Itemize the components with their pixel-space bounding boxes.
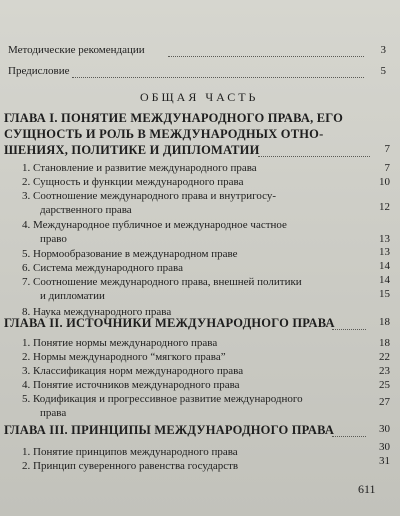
page-number: 18	[379, 337, 390, 349]
dot-leader	[332, 436, 366, 437]
toc-item: 2. Принцип суверенного равенства государств	[22, 460, 239, 472]
page-number: 12	[379, 201, 390, 213]
page-number: 15	[379, 288, 390, 300]
toc-item: 1. Становление и развитие международного права	[22, 162, 257, 174]
toc-entry-preface: Предисловие	[8, 65, 70, 77]
page-number: 23	[379, 365, 390, 377]
toc-item-continued: дарственного права	[40, 204, 132, 216]
dot-leader	[332, 329, 366, 330]
toc-item: 1. Понятие принципов международного права	[22, 446, 238, 458]
page-number: 7	[384, 162, 390, 174]
page-number: 30	[379, 423, 390, 435]
page-number: 13	[379, 233, 390, 245]
page-number: 13	[379, 246, 390, 258]
chapter-heading: ГЛАВА III. ПРИНЦИПЫ МЕЖДУНАРОДНОГО ПРАВА	[4, 423, 335, 437]
section-title: ОБЩАЯ ЧАСТЬ	[140, 90, 259, 104]
page-number: 22	[379, 351, 390, 363]
dot-leader	[258, 156, 370, 157]
toc-item: 3. Соотношение международного права и внутригосу-	[22, 190, 277, 202]
page-number: 18	[379, 316, 390, 328]
toc-item: 2. Нормы международного “мягкого права”	[22, 351, 226, 363]
dot-leader	[168, 56, 364, 57]
page-number: 25	[379, 379, 390, 391]
toc-item: 7. Соотношение международного права, внешней политики	[22, 276, 302, 288]
page-number: 14	[379, 274, 390, 286]
toc-item-continued: право	[40, 233, 67, 245]
dot-leader	[72, 77, 364, 78]
chapter-heading: ГЛАВА II. ИСТОЧНИКИ МЕЖДУНАРОДНОГО ПРАВА	[4, 316, 335, 330]
page-number: 14	[379, 260, 390, 272]
folio-page-number: 611	[358, 482, 376, 496]
chapter-heading: ШЕНИЯХ, ПОЛИТИКЕ И ДИПЛОМАТИИ	[4, 143, 260, 157]
toc-item: 6. Система международного права	[22, 262, 183, 274]
page-number: 7	[384, 143, 390, 155]
toc-item: 5. Кодификация и прогрессивное развитие международного	[22, 393, 303, 405]
toc-item: 1. Понятие нормы международного права	[22, 337, 218, 349]
chapter-heading: ГЛАВА I. ПОНЯТИЕ МЕЖДУНАРОДНОГО ПРАВА, ЕГО	[4, 111, 344, 125]
toc-item: 2. Сущность и функции международного права	[22, 176, 244, 188]
page-number: 27	[379, 396, 390, 408]
chapter-heading: СУЩНОСТЬ И РОЛЬ В МЕЖДУНАРОДНЫХ ОТНО-	[4, 127, 324, 141]
toc-item: 4. Понятие источников международного права	[22, 379, 240, 391]
page-number: 5	[380, 65, 386, 77]
toc-item: 4. Международное публичное и международное частное	[22, 219, 287, 231]
page-number: 3	[380, 44, 386, 56]
toc-entry-methodology: Методические рекомендации	[8, 44, 145, 56]
toc-item: 8. Наука международного права	[22, 306, 172, 318]
toc-item: 5. Нормообразование в международном праве	[22, 248, 238, 260]
toc-item-continued: и дипломатии	[40, 290, 105, 302]
page-number: 31	[379, 455, 390, 467]
toc-item-continued: права	[40, 407, 67, 419]
page-number: 10	[379, 176, 390, 188]
toc-item: 3. Классификация норм международного права	[22, 365, 244, 377]
page-number: 30	[379, 441, 390, 453]
